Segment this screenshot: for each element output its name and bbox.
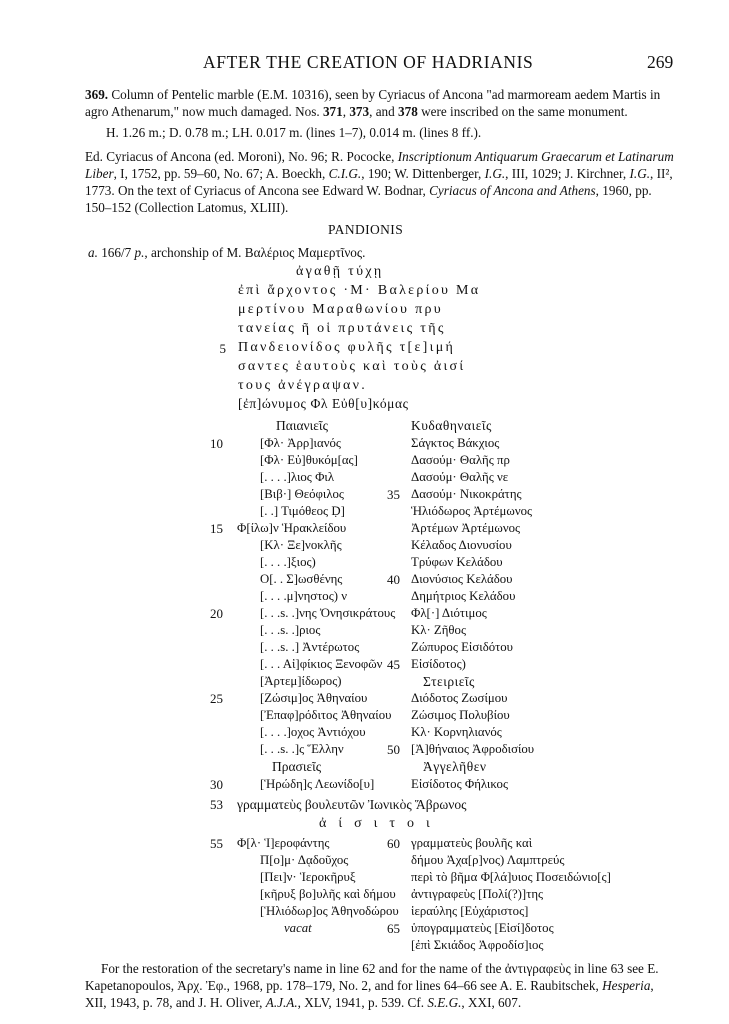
list-item: Δασούμ· Θαλῆς νε <box>411 470 509 484</box>
list-item: Φ[ίλω]ν Ἡρακλείδου <box>237 521 347 535</box>
list-item: Δασούμ· Νικοκράτης <box>411 487 522 501</box>
list-item: Δημήτριος Κελάδου <box>411 589 516 603</box>
deme-heading-angelethen: Ἀγγελῆθεν <box>423 759 487 774</box>
list-item: [. . . .]λιος Φιλ <box>260 470 335 484</box>
line-number: 53 <box>210 797 223 812</box>
list-item: ἀντιγραφεὺς [Πολί(?)]της <box>411 887 544 901</box>
inscription-line: σαντες ἑαυτοὺς καὶ τοὺς ἀισί <box>238 359 466 374</box>
list-item: Κλ· Κορνηλιανός <box>411 725 502 739</box>
secretary-line: γραμματεὺς βουλευτῶν Ἰωνικὸς Ἅβρωνος <box>237 797 467 812</box>
list-item: ἱεραύλης [Εὐχάριστος] <box>411 904 529 918</box>
entry-number: 369. <box>85 87 109 102</box>
list-item: Φλ[·] Διότιμος <box>411 606 487 620</box>
list-item: Ζώσιμος Πολυβίου <box>411 708 510 722</box>
list-item: [. . .s. .]ς Ἕλλην <box>260 742 344 756</box>
list-item: [Ἀρτεμ]ίδωρος) <box>260 674 342 688</box>
list-item: γραμματεὺς βουλῆς καὶ <box>411 836 533 850</box>
list-item: [Ἡλιόδωρ]ος Ἀθηνοδώρου <box>260 904 399 918</box>
list-item: Διονύσιος Κελάδου <box>411 572 513 586</box>
list-item: [Ἐπαφ]ρόδιτος Ἀθηναίου <box>260 708 392 722</box>
list-item: [Ἡρώδη]ς Λεωνίδο[υ] <box>260 777 375 791</box>
list-item: [Βιβ·] Θεόφιλος <box>260 487 344 501</box>
list-item: δήμου Ἀχα[ρ]νος) Λαμπτρεύς <box>411 853 565 867</box>
measurements: H. 1.26 m.; D. 0.78 m.; LH. 0.017 m. (lines 1–7), 0.014 m. (lines 8 ff.). <box>106 125 482 140</box>
deme-heading-right: Κυδαθηναιεῖς <box>411 418 492 433</box>
list-item: [Φλ· Ἀρρ]ιανός <box>260 436 341 450</box>
list-item: περὶ τὸ βῆμα Φ[λά]υιος Ποσειδώνιο[ς] <box>411 870 611 884</box>
list-item: Κλ· Ζῆθος <box>411 623 467 637</box>
inscription-line: ἀγαθῇ τύχῃ <box>296 264 384 279</box>
inscription-line: τους ἀνέγραψαν. <box>238 378 368 393</box>
aisitoi-heading: ἀίσιτοι <box>319 816 442 831</box>
list-item: [. . . .]οχος Ἀντιόχου <box>260 725 366 739</box>
list-item: [κῆρυξ βο]υλῆς καὶ δήμου <box>260 887 396 901</box>
inscription-line: τανείας ῆ οἱ πρυτάνεις τῆς <box>238 321 446 336</box>
list-item: [ἐπὶ Σκιάδος Ἀφροδίσ]ιος <box>411 938 544 952</box>
list-item: Ο[. . Σ]ωσθένης <box>260 572 343 586</box>
references: Ed. Cyriacus of Ancona (ed. Moroni), No. 96; R. Pococke, Inscriptionum Antiquarum Graecarum et Latinarum Liber, I, 1752, pp. 59–60, No. 67; A. Boeckh, C.I.G., 190; W. Dittenberger, I.G., III, 1029; J. Kirchner, I.G., II², 1773. On the text of Cyriacus of Ancona see Edward W. Bodnar, Cyriacus of Ancona and Athens, 1960, pp. 150–152 (Collection Latomus, XLIII). <box>85 149 674 215</box>
inscription-line: ἐπὶ ἄρχοντος ·Μ· Βαλερίου Μα <box>238 283 481 298</box>
list-item: [Κλ· Ξε]νοκλῆς <box>260 538 342 552</box>
commentary-footnote: For the restoration of the secretary's name in line 62 and for the name of the ἀντιγραφεὺς in line 63 see E. Kapetanopoulos, Ἀρχ. Ἐφ., 1968, pp. 178–179, No. 2, and for lines 64–66 see A. E. Raubitschek, Hesperia, XII, 1943, p. 78, and J. H. Oliver, A.J.A., XLV, 1941, p. 539. Cf. S.E.G., XXI, 607. <box>85 961 659 1010</box>
list-item: [. .] Τιμόθεος Ḍ] <box>260 504 345 518</box>
deme-heading-steirieis: Στειριεῖς <box>423 674 475 689</box>
list-item: Ἡλιόδωρος Ἀρτέμωνος <box>411 504 533 518</box>
section-title: PANDIONIS <box>328 222 404 237</box>
list-item: [. . . .]ξιος) <box>260 555 316 569</box>
inscription-line: μερτίνου Μαραθωνίου πρυ <box>238 302 443 317</box>
list-item: Διόδοτος Ζωσίμου <box>411 691 508 705</box>
list-item: Δασούμ· Θαλῆς πρ <box>411 453 510 467</box>
running-header: AFTER THE CREATION OF HADRIANIS <box>203 52 534 72</box>
list-item: [. . . .μ]νηστος) ν <box>260 589 348 603</box>
list-item: Εἰσίδοτος Φήλικος <box>411 777 509 791</box>
deme-heading-prasieis: Πρασιεῖς <box>272 759 322 774</box>
entry-intro: 369. Column of Pentelic marble (E.M. 10316), seen by Cyriacus of Ancona "ad marmoream aedem Martis in agro Athenarum," now much damaged. Nos. 371, 373, and 378 were inscribed on the same monument. <box>85 87 661 119</box>
list-item: [. . .s. .]ριος <box>260 623 321 637</box>
archonship-line: a. 166/7 p., archonship of M. Βαλέριος Μαμερτῖνος. <box>88 245 366 260</box>
list-item: [Ἀ]θήναιος Ἀφροδισίου <box>411 742 535 756</box>
list-item: [Φλ· Εὐ]θυκόμ[ας] <box>260 453 358 467</box>
list-item: Ἀρτέμων Ἀρτέμωνος <box>411 521 521 535</box>
list-item: Εἰσίδοτος) <box>411 657 466 671</box>
list-item: [. . .s. .]νης Ὀνησικράτους <box>260 606 396 620</box>
line-number: 5 <box>219 341 226 356</box>
list-item: Κέλαδος Διονυσίου <box>411 538 512 552</box>
page-number: 269 <box>647 52 674 72</box>
deme-heading-left: Παιανιεῖς <box>276 418 328 433</box>
list-item: Σάγκτος Βάκχιος <box>411 436 500 450</box>
list-item: Τρύφων Κελάδου <box>411 555 503 569</box>
inscription-line: Πανδειονίδος φυλῆς τ[ε]ιμή <box>238 340 456 355</box>
list-item: Ζώπυρος Εἰσιδότου <box>411 640 513 654</box>
list-item: [Πει]ν· Ἱεροκῆρυξ <box>260 870 356 884</box>
list-item: Π[ο]μ· Δᾳδοῦχος <box>260 853 349 867</box>
list-item: ὑπογραμματεὺς [Εἰσί]δοτος <box>411 921 554 935</box>
list-item: [Ζώσιμ]ος Ἀθηναίου <box>260 691 368 705</box>
list-item: Φ[λ· Ἱ]εροφάντης <box>237 836 330 850</box>
vacat-note: vacat <box>284 921 312 935</box>
list-item: [. . .s. .] Ἀντέρωτος <box>260 640 360 654</box>
list-item: [. . . Αἰ]φίκιος Ξενοφῶν <box>260 657 383 671</box>
inscription-line: [ἐπ]ώνυμος Φλ Εὐθ[υ]κόμας <box>238 396 409 411</box>
